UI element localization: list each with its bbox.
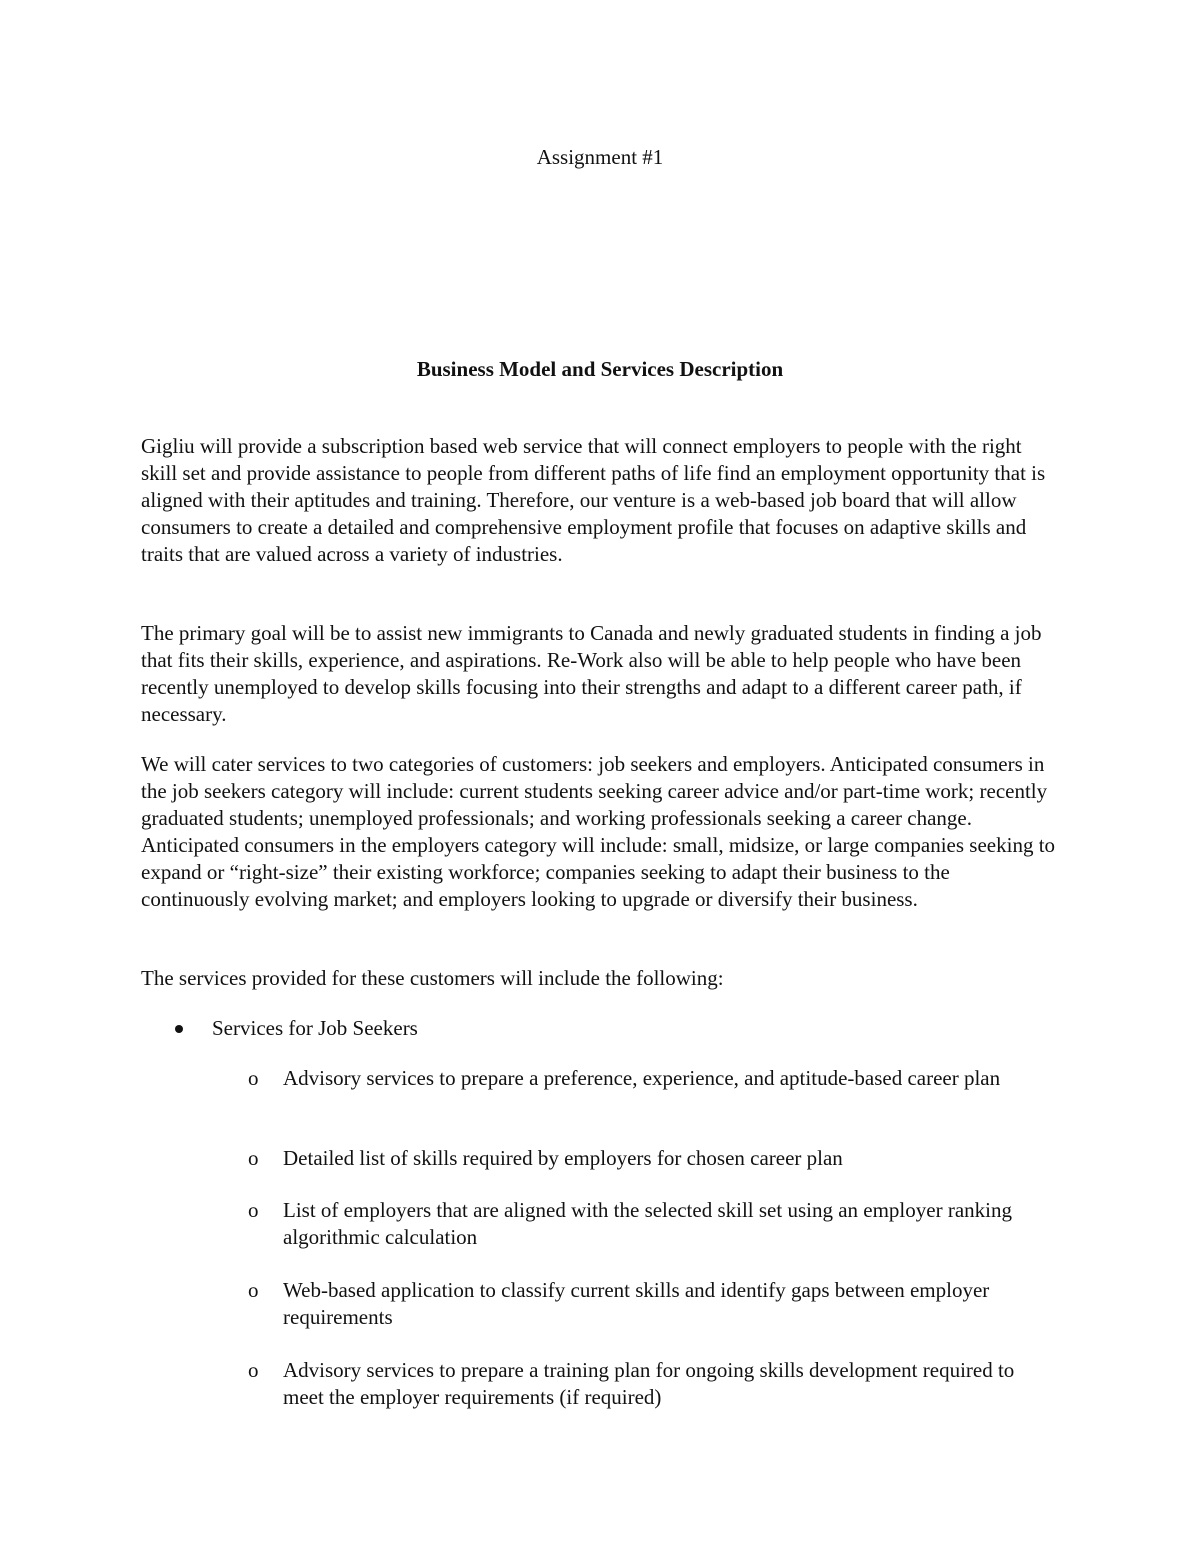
paragraph-services-intro: The services provided for these customers will include the following: (141, 966, 724, 990)
hollow-bullet-icon: o (248, 1198, 259, 1222)
section-heading: Business Model and Services Description (416, 357, 784, 381)
hollow-bullet-icon: o (248, 1146, 259, 1170)
list-item-job-seekers (0, 1015, 1200, 1042)
paragraph-customer-categories: We will cater services to two categories of customers: job seekers and employers. Anticipated consumers in the job seekers category will include: current students seeking career advice and/or part-time work; recently graduated students; unemployed professionals; and working professionals seeking a career change. Anticipated consumers in the employers category will include: small, midsize, or large companies seeking to expand or “right-size” their existing workforce; companies seeking to adapt their business to the continuously evolving market; and employers looking to upgrade or diversify their business. (141, 752, 1056, 911)
document-title: Assignment #1 (536, 145, 664, 169)
hollow-bullet-icon: o (248, 1066, 259, 1090)
bullet-icon (175, 1025, 183, 1033)
paragraph-intro: Gigliu will provide a subscription based web service that will connect employers to people with the right skill set and provide assistance to people from different paths of life find an employment opportunity that is aligned with their aptitudes and training. Therefore, our venture is a web-based job board that will allow consumers to create a detailed and comprehensive employment profile that focuses on adaptive skills and traits that are valued across a variety of industries. (141, 434, 1046, 566)
sub-list-item-text: List of employers that are aligned with the selected skill set using an employer ranking algorithmic calculation (283, 1198, 1012, 1249)
list-item-label: Services for Job Seekers (212, 1016, 418, 1040)
sub-list-item-text: Web-based application to classify current skills and identify gaps between employer requirements (283, 1278, 990, 1329)
hollow-bullet-icon: o (248, 1358, 259, 1382)
sub-list-item-text: Detailed list of skills required by employers for chosen career plan (283, 1146, 843, 1170)
sub-list-item-text: Advisory services to prepare a preference, experience, and aptitude-based career plan (283, 1066, 1001, 1090)
paragraph-primary-goal: The primary goal will be to assist new immigrants to Canada and newly graduated students in finding a job that fits their skills, experience, and aspirations. Re-Work also will be able to help people who have been recently unemployed to develop skills focusing into their strengths and adapt to a different career path, if necessary. (141, 621, 1042, 726)
hollow-bullet-icon: o (248, 1278, 259, 1302)
sub-list-item-text: Advisory services to prepare a training plan for ongoing skills development required to meet the employer requirements (if required) (283, 1358, 1015, 1409)
